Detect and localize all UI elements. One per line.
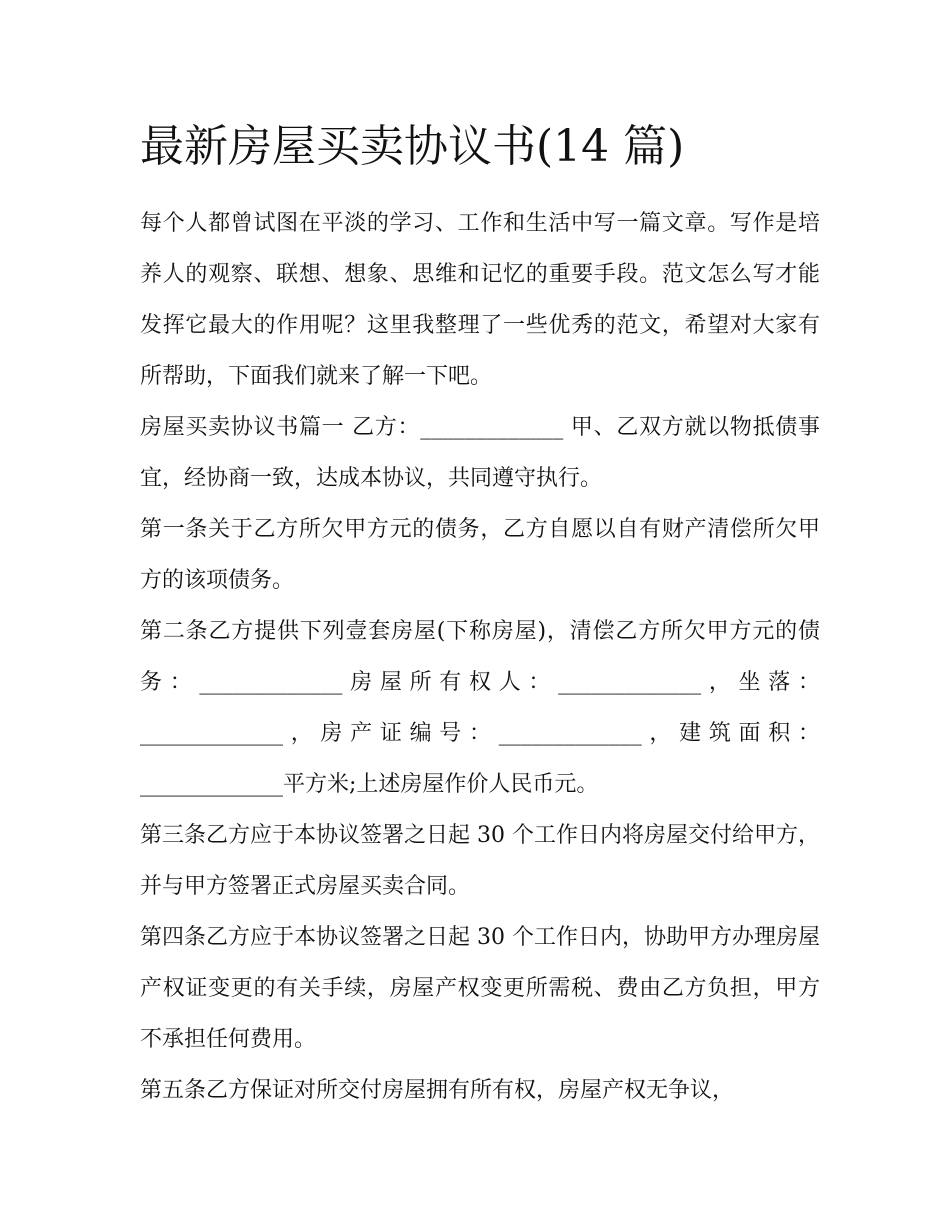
document-body	[140, 198, 820, 1116]
article-1-paragraph: 第一条关于乙方所欠甲方元的债务，乙方自愿以自有财产清偿所欠甲方的该项债务。	[140, 517, 820, 593]
article-3-paragraph: 第三条乙方应于本协议签署之日起 30 个工作日内将房屋交付给甲方，并与甲方签署正式房屋买卖合同。	[140, 823, 820, 899]
agreement-preamble-paragraph: 房屋买卖协议书篇一 乙方：_____________ 甲、乙双方就以物抵债事宜，经协商一致，达成本协议，共同遵守执行。	[140, 415, 820, 491]
article-2-paragraph: 第二条乙方提供下列壹套房屋(下称房屋)，清偿乙方所欠甲方元的债务：_____________房屋所有权人：_____________，坐落：_____________，房产证编号：_____________，建筑面积：_____________平方米;上述房屋作价人民币元。	[140, 619, 820, 797]
intro-paragraph: 每个人都曾试图在平淡的学习、工作和生活中写一篇文章。写作是培养人的观察、联想、想象、思维和记忆的重要手段。范文怎么写才能发挥它最大的作用呢？这里我整理了一些优秀的范文，希望对大家有所帮助，下面我们就来了解一下吧。	[140, 211, 820, 389]
document-title: 最新房屋买卖协议书(14 篇)	[140, 121, 685, 172]
article-4-paragraph: 第四条乙方应于本协议签署之日起 30 个工作日内，协助甲方办理房屋产权证变更的有关手续，房屋产权变更所需税、费由乙方负担，甲方不承担任何费用。	[140, 925, 820, 1052]
article-5-paragraph: 第五条乙方保证对所交付房屋拥有所有权，房屋产权无争议，	[140, 1078, 735, 1103]
